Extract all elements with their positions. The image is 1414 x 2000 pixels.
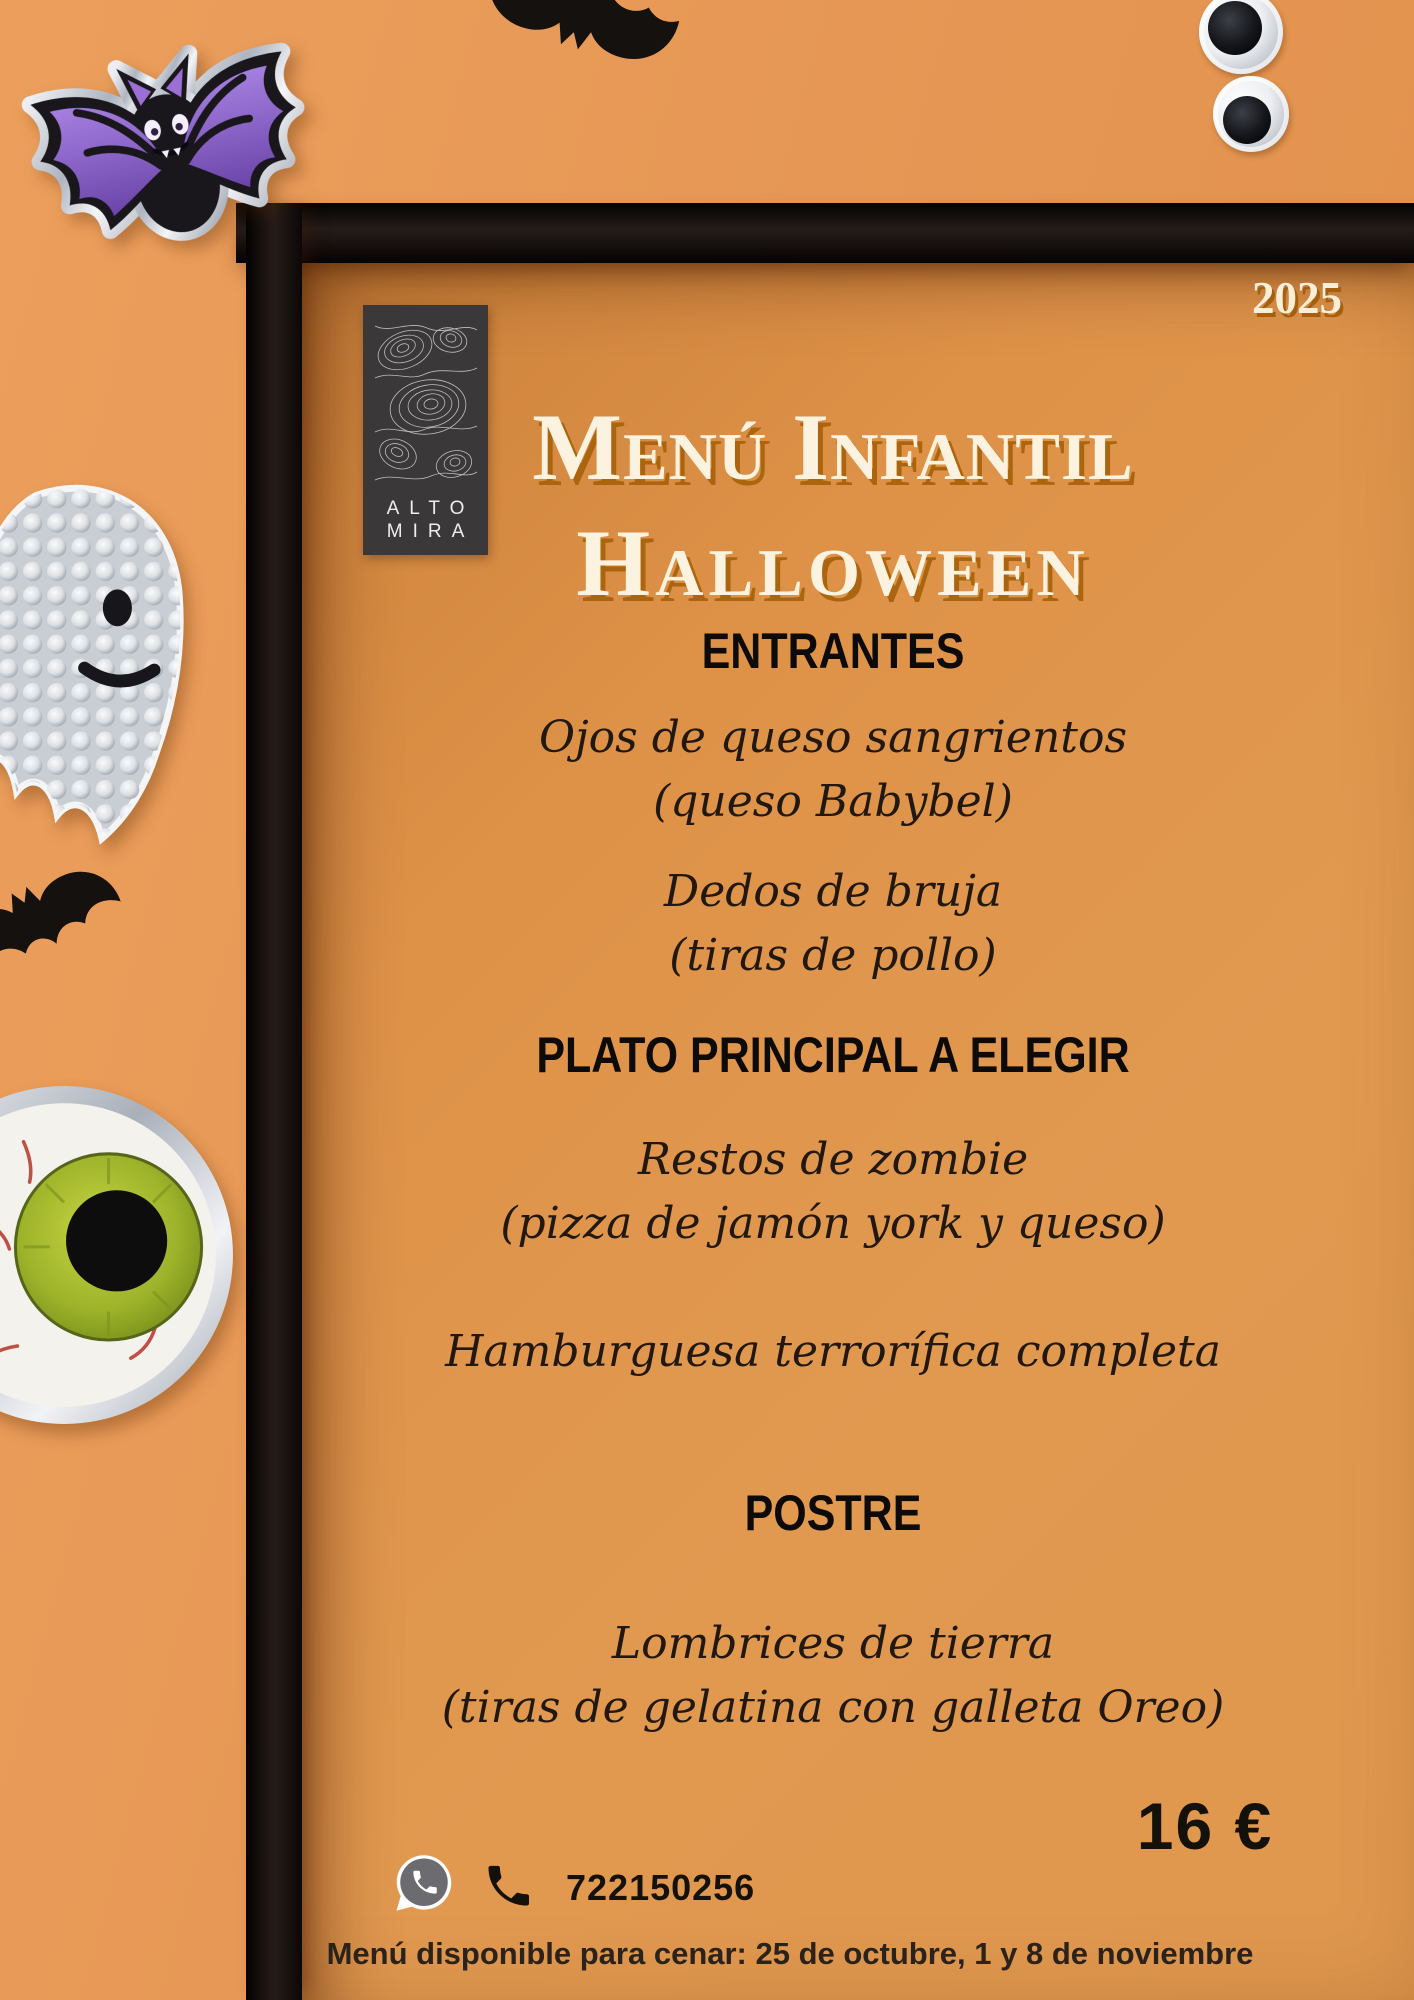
logo-word-mira: MIRA — [386, 521, 475, 542]
googly-eye-pupil — [1208, 1, 1262, 55]
year-label: 2025 — [1252, 273, 1342, 323]
menu-item-line: Hamburguesa terrorífica completa — [445, 1326, 1221, 1377]
menu-item-line: Dedos de bruja — [663, 866, 1003, 917]
ghost-sticker — [0, 462, 224, 870]
black-bat-silhouette-icon — [453, 0, 702, 106]
menu-item-line: (queso Babybel) — [653, 776, 1013, 827]
logo-word-alto: ALTO — [386, 498, 475, 519]
section-header-postre: POSTRE — [744, 1485, 922, 1541]
picture-frame-top-bar — [236, 203, 1414, 263]
menu-item-line: Lombrices de tierra — [611, 1618, 1055, 1669]
section-header-plato-principal: PLATO PRINCIPAL A ELEGIR — [536, 1027, 1130, 1083]
menu-item-line: Ojos de queso sangrientos — [538, 712, 1128, 763]
googly-eye — [1199, 0, 1283, 74]
googly-eye-pupil — [1223, 96, 1271, 144]
menu-item-line: (pizza de jamón york y queso) — [500, 1198, 1166, 1249]
poster-title-line2: Halloween — [576, 509, 1090, 616]
picture-frame-left-bar — [246, 203, 302, 2000]
googly-eye — [1213, 76, 1289, 152]
menu-item-line: (tiras de gelatina con galleta Oreo) — [441, 1682, 1225, 1733]
eyeball-sticker — [0, 1083, 236, 1427]
availability-note: Menú disponible para cenar: 25 de octubre, 1 y 8 de noviembre — [326, 1936, 1254, 1971]
menu-item-line: Restos de zombie — [637, 1134, 1029, 1185]
phone-icon — [482, 1860, 534, 1912]
section-header-entrantes: ENTRANTES — [701, 623, 965, 679]
poster-title-line1: Menú Infantil — [532, 393, 1134, 500]
menu-item-line: (tiras de pollo) — [669, 930, 997, 981]
phone-number: 722150256 — [566, 1867, 756, 1908]
whatsapp-icon — [394, 1853, 454, 1913]
price-label: 16 € — [1136, 1789, 1274, 1863]
